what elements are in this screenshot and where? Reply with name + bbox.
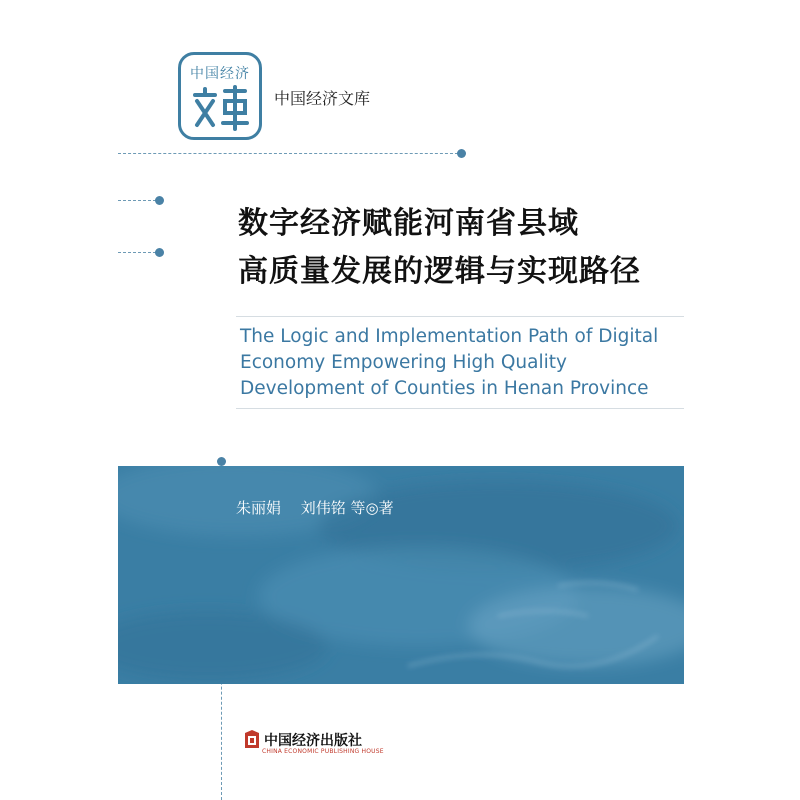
series-logo: [178, 52, 262, 140]
divider-line: [118, 153, 458, 154]
title-marker-line: [118, 252, 156, 253]
book-title-line-1: 数字经济赋能河南省县域: [238, 206, 579, 241]
divider-dot: [457, 149, 466, 158]
cover-band: [118, 466, 684, 684]
series-name: 中国经济文库: [274, 89, 371, 108]
logo-top-text: 中国经济: [190, 66, 250, 82]
title-rule-top: [236, 316, 684, 317]
vertical-marker-dot: [217, 457, 226, 466]
publisher-name-cn: 中国经济出版社: [264, 733, 362, 749]
publisher-name-en: CHINA ECONOMIC PUBLISHING HOUSE: [262, 748, 384, 755]
title-marker-dot: [155, 248, 164, 257]
title-rule-bottom: [236, 408, 684, 409]
title-marker-dot: [155, 196, 164, 205]
title-marker-line: [118, 200, 156, 201]
english-title-line-3: Development of Counties in Henan Province: [240, 378, 649, 399]
logo-seal-mark: [189, 85, 251, 131]
ink-wash-texture: [118, 466, 684, 684]
publisher-logo-icon: [244, 730, 260, 750]
english-title-line-2: Economy Empowering High Quality: [240, 352, 567, 373]
english-title-line-1: The Logic and Implementation Path of Digital: [240, 326, 659, 347]
book-title-line-2: 高质量发展的逻辑与实现路径: [238, 254, 641, 289]
authors: 朱丽娟 刘伟铭 等◎著: [236, 499, 394, 517]
